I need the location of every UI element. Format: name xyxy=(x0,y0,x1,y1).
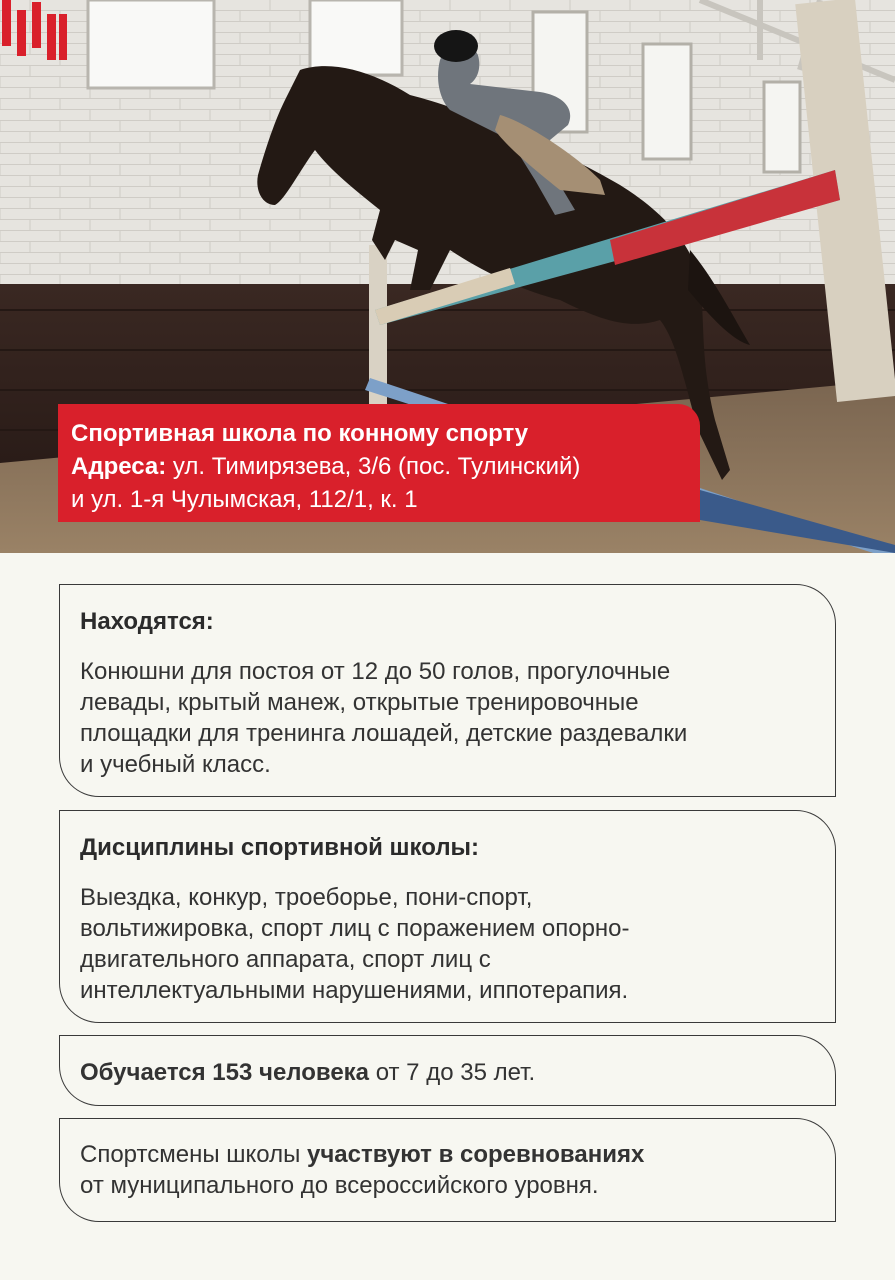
facilities-heading: Находятся: xyxy=(80,608,214,635)
disciplines-line: вольтижировка, спорт лиц с поражением опорно- xyxy=(80,915,630,942)
competitions-text xyxy=(80,1139,815,1201)
students-card xyxy=(59,1035,836,1106)
facilities-line: левады, крытый манеж, открытые тренировочные xyxy=(80,689,639,716)
disciplines-text xyxy=(80,882,815,1006)
students-age: от 7 до 35 лет. xyxy=(369,1059,536,1086)
address-street-1: ул. Тимирязева, 3/6 (пос. Тулинский) xyxy=(166,453,581,480)
facilities-line: площадки для тренинга лошадей, детские раздевалки xyxy=(80,720,688,747)
facilities-line: Конюшни для постоя от 12 до 50 голов, прогулочные xyxy=(80,658,671,685)
competitions-pre: Спортсмены школы xyxy=(80,1141,308,1168)
competitions-bold: участвуют в соревнованиях xyxy=(307,1141,645,1168)
competitions-line-1 xyxy=(80,1139,815,1170)
disciplines-line: двигательного аппарата, спорт лиц с xyxy=(80,946,491,973)
facilities-line: и учебный класс. xyxy=(80,751,271,778)
address-line-1 xyxy=(71,450,686,483)
address-label: Адреса: xyxy=(71,453,167,480)
competitions-card xyxy=(59,1118,836,1222)
disciplines-line: Выездка, конкур, троеборье, пони-спорт, xyxy=(80,884,533,911)
disciplines-line: интеллектуальными нарушениями, иппотерапия. xyxy=(80,977,629,1004)
school-caption xyxy=(58,404,700,522)
facilities-card xyxy=(59,584,836,797)
address-line-2: и ул. 1-я Чулымская, 112/1, к. 1 xyxy=(71,486,418,513)
disciplines-heading: Дисциплины спортивной школы: xyxy=(80,834,480,861)
students-count: Обучается 153 человека xyxy=(80,1059,370,1086)
disciplines-card xyxy=(59,810,836,1023)
caption-title: Спортивная школа по конному спорту xyxy=(71,420,529,447)
competitions-line-2: от муниципального до всероссийского уровня. xyxy=(80,1172,599,1199)
students-text xyxy=(80,1057,815,1088)
facilities-text xyxy=(80,656,815,780)
logo-bars-icon xyxy=(0,0,68,60)
hero-photo xyxy=(0,0,895,553)
